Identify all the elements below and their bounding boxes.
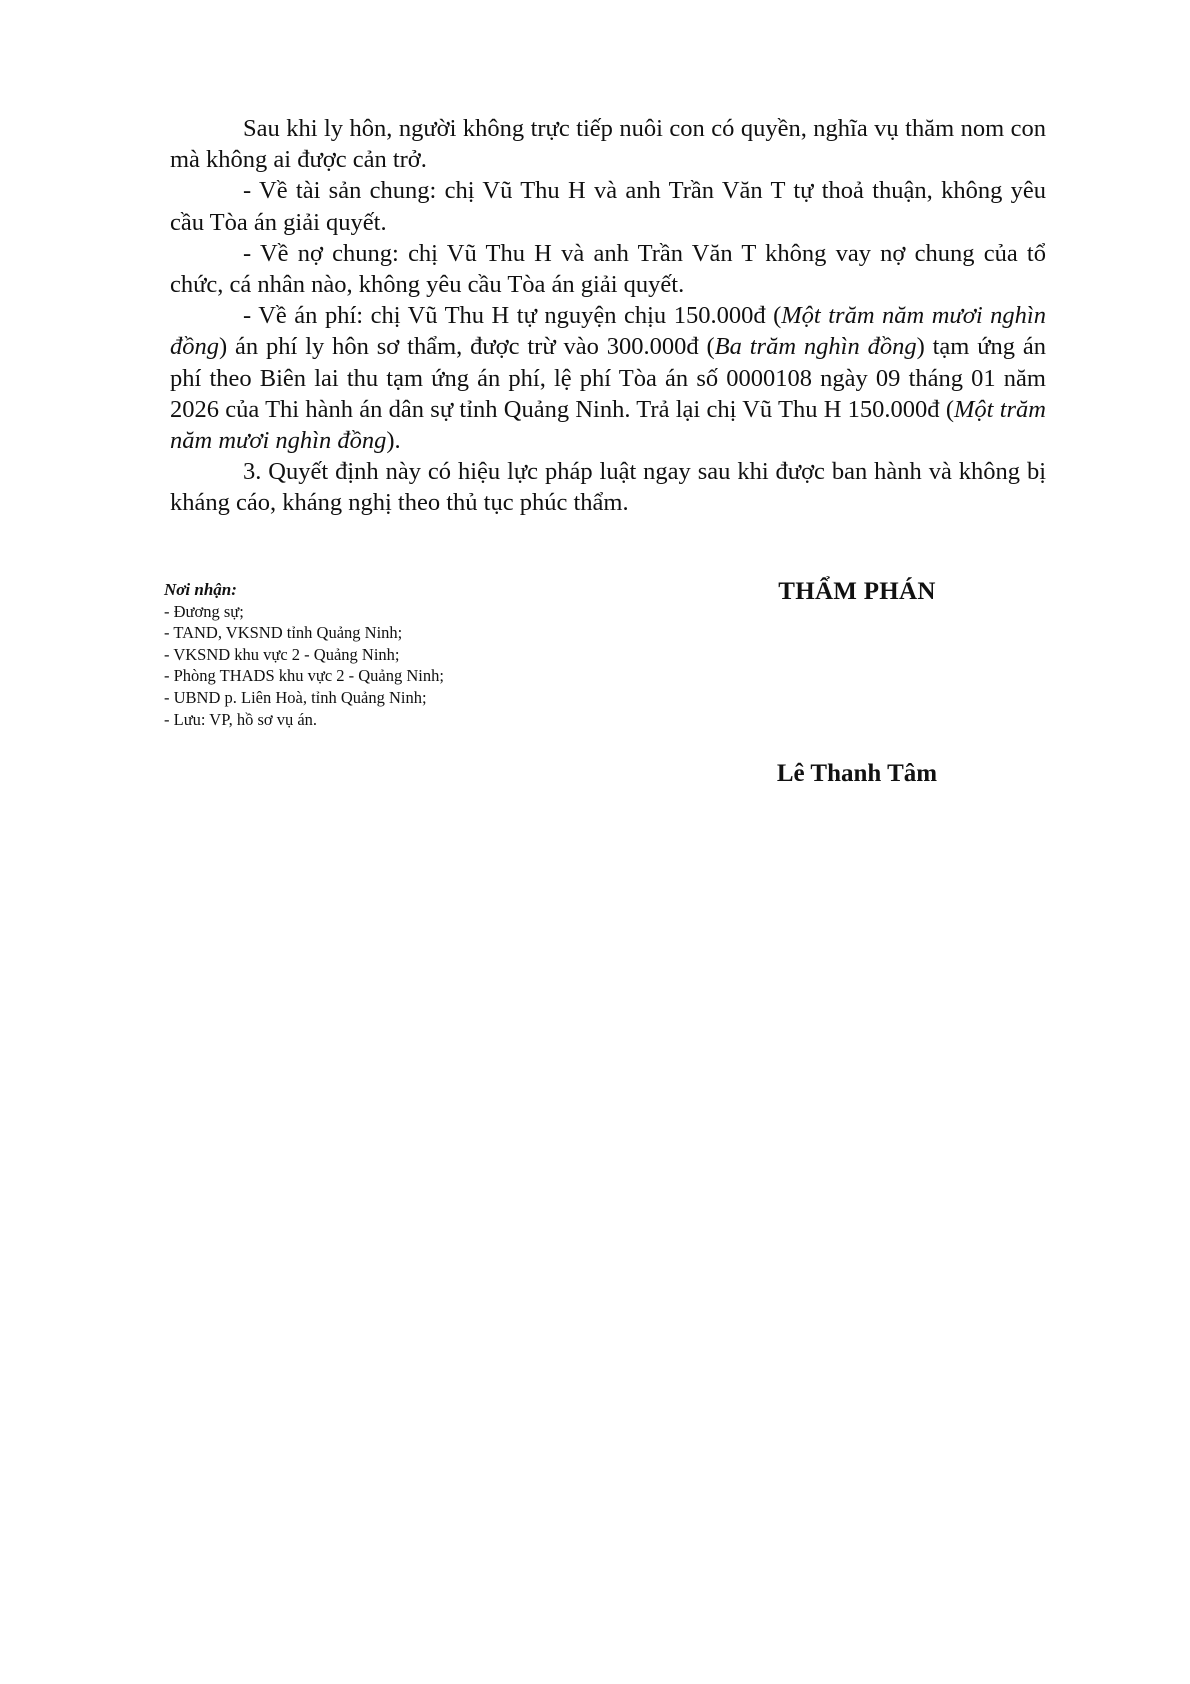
recipient-item: - Phòng THADS khu vực 2 - Quảng Ninh; [164, 666, 444, 686]
paragraph-visitation-rights: Sau khi ly hôn, người không trực tiếp nuôi con có quyền, nghĩa vụ thăm nom con mà không ai được cản trở. [170, 115, 1046, 174]
paragraph-common-debt: - Về nợ chung: chị Vũ Thu H và anh Trần Văn T không vay nợ chung của tổ chức, cá nhân nào, không yêu cầu Tòa án giải quyết. [170, 239, 1046, 299]
recipients-title: Nơi nhận: [164, 580, 237, 599]
paragraph-effectiveness: 3. Quyết định này có hiệu lực pháp luật ngay sau khi được ban hành và không bị kháng cáo, kháng nghị theo thủ tục phúc thẩm. [170, 458, 1046, 517]
document-body [170, 113, 1046, 519]
signature-title: THẨM PHÁN [778, 578, 936, 605]
recipients-list [164, 601, 724, 731]
recipient-item: - Lưu: VP, hồ sơ vụ án. [164, 709, 318, 729]
signer-name: Lê Thanh Tâm [776, 760, 938, 787]
paragraph-court-fees: - Về án phí: chị Vũ Thu H tự nguyện chịu 150.000đ (Một trăm năm mươi nghìn đồng) án phí ly hôn sơ thẩm, được trừ vào 300.000đ (Ba trăm nghìn đồng) tạm ứng án phí theo Biên lai thu tạm ứng án phí, lệ phí Tòa án số 0000108 ngày 09 tháng 01 năm 2026 của Thi hành án dân sự tỉnh Quảng Ninh. Trả lại chị Vũ Thu H 150.000đ (Một trăm năm mươi nghìn đồng). [170, 302, 1047, 455]
recipient-item: - UBND p. Liên Hoà, tỉnh Quảng Ninh; [164, 687, 427, 707]
recipient-item: - VKSND khu vực 2 - Quảng Ninh; [164, 644, 400, 664]
recipient-item: - Đương sự; [164, 601, 244, 621]
recipient-item: - TAND, VKSND tỉnh Quảng Ninh; [164, 623, 403, 643]
recipients-block [164, 579, 724, 730]
paragraph-common-property: - Về tài sản chung: chị Vũ Thu H và anh Trần Văn T tự thoả thuận, không yêu cầu Tòa án giải quyết. [170, 177, 1046, 236]
